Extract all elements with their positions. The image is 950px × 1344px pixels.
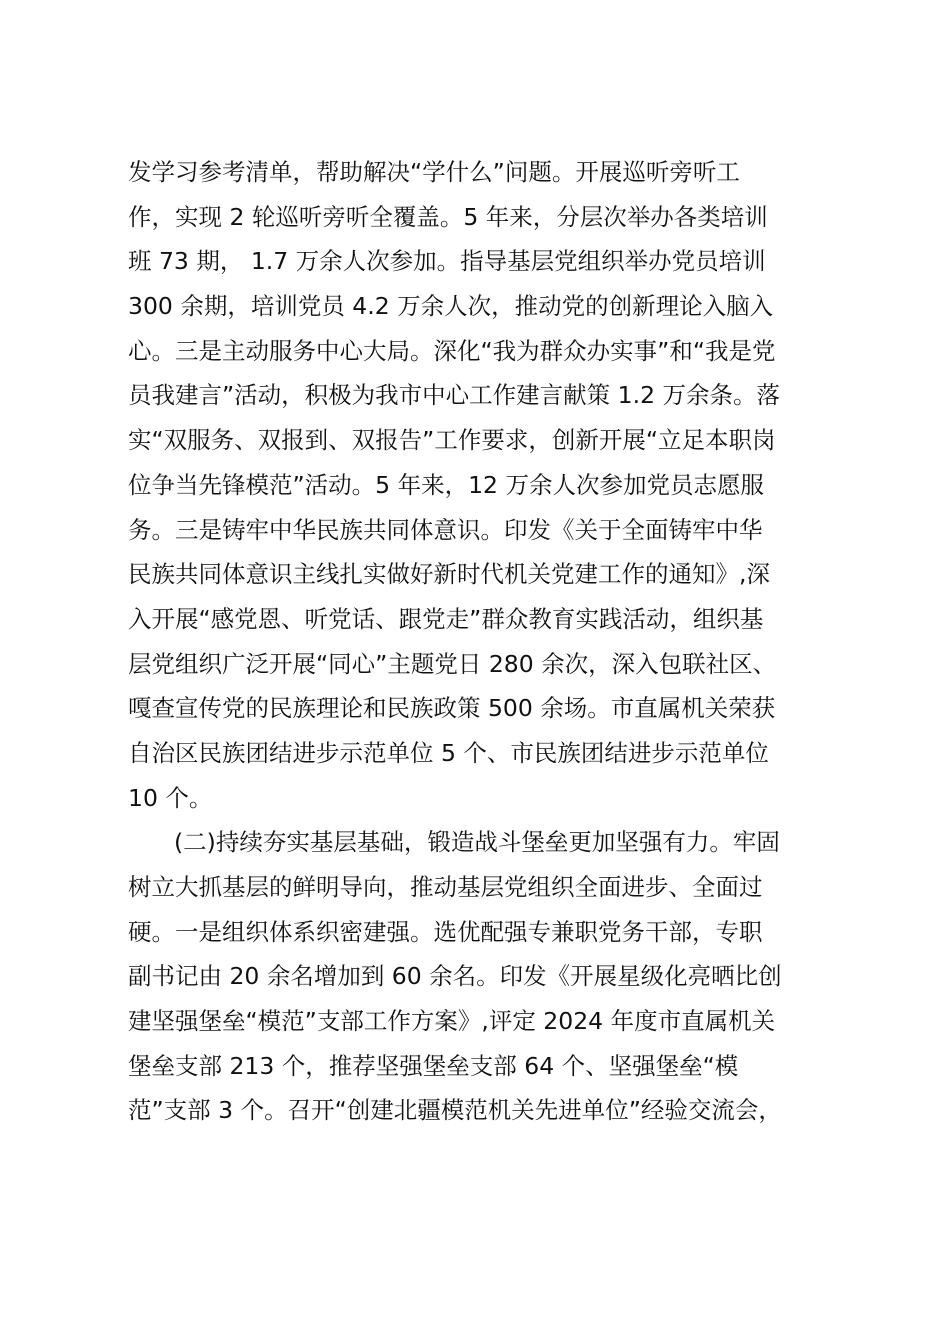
- text-line: 发学习参考清单，帮助解决“学什么”问题。开展巡听旁听工: [128, 158, 740, 186]
- text-line: 嘎查宣传党的民族理论和民族政策 500 余场。市直属机关荣获: [128, 694, 776, 723]
- text-line: 树立大抓基层的鲜明导向，推动基层党组织全面进步、全面过: [128, 873, 763, 901]
- text-line: 入开展“感党恩、听党话、跟党走”群众教育实践活动，组织基: [128, 604, 764, 633]
- text-line: 堡垒支部 213 个，推荐坚强堡垒支部 64 个、坚强堡垒“模: [128, 1051, 739, 1080]
- text-line: 作，实现 2 轮巡听旁听全覆盖。5 年来，分层次举办各类培训: [128, 202, 768, 231]
- text-line: 民族共同体意识主线扎实做好新时代机关党建工作的通知》,深: [128, 560, 770, 589]
- text-line: 自治区民族团结进步示范单位 5 个、市民族团结进步示范单位: [128, 738, 769, 767]
- section-heading-line: (二)持续夯实基层基础，锻造战斗堡垒更加坚强有力。牢固: [174, 828, 780, 857]
- text-line: 务。三是铸牢中华民族共同体意识。印发《关于全面铸牢中华: [128, 515, 763, 544]
- text-line: 位争当先锋模范”活动。5 年来，12 万余人次参加党员志愿服: [128, 470, 764, 499]
- text-line: 心。三是主动服务中心大局。深化“我为群众办实事”和“我是党: [128, 336, 776, 365]
- text-line: 班 73 期， 1.7 万余人次参加。指导基层党组织举办党员培训: [128, 247, 766, 276]
- text-line: 10 个。: [128, 783, 213, 812]
- body-text: [128, 150, 848, 1133]
- text-line: 范”支部 3 个。召开“创建北疆模范机关先进单位”经验交流会，: [128, 1096, 782, 1125]
- text-line: 300 余期，培训党员 4.2 万余人次，推动党的创新理论入脑入: [128, 292, 774, 321]
- text-line: 硬。一是组织体系织密建强。选优配强专兼职党务干部，专职: [128, 917, 763, 946]
- text-line: 员我建言”活动，积极为我市中心工作建言献策 1.2 万余条。落: [128, 381, 780, 410]
- text-line: 建坚强堡垒“模范”支部工作方案》,评定 2024 年度市直属机关: [128, 1007, 776, 1036]
- text-line: 层党组织广泛开展“同心”主题党日 280 余次，深入包联社区、: [128, 649, 777, 678]
- text-line: 副书记由 20 余名增加到 60 余名。印发《开展星级化亮晒比创: [128, 962, 782, 991]
- text-line: 实“双服务、双报到、双报告”工作要求，创新开展“立足本职岗: [128, 426, 776, 455]
